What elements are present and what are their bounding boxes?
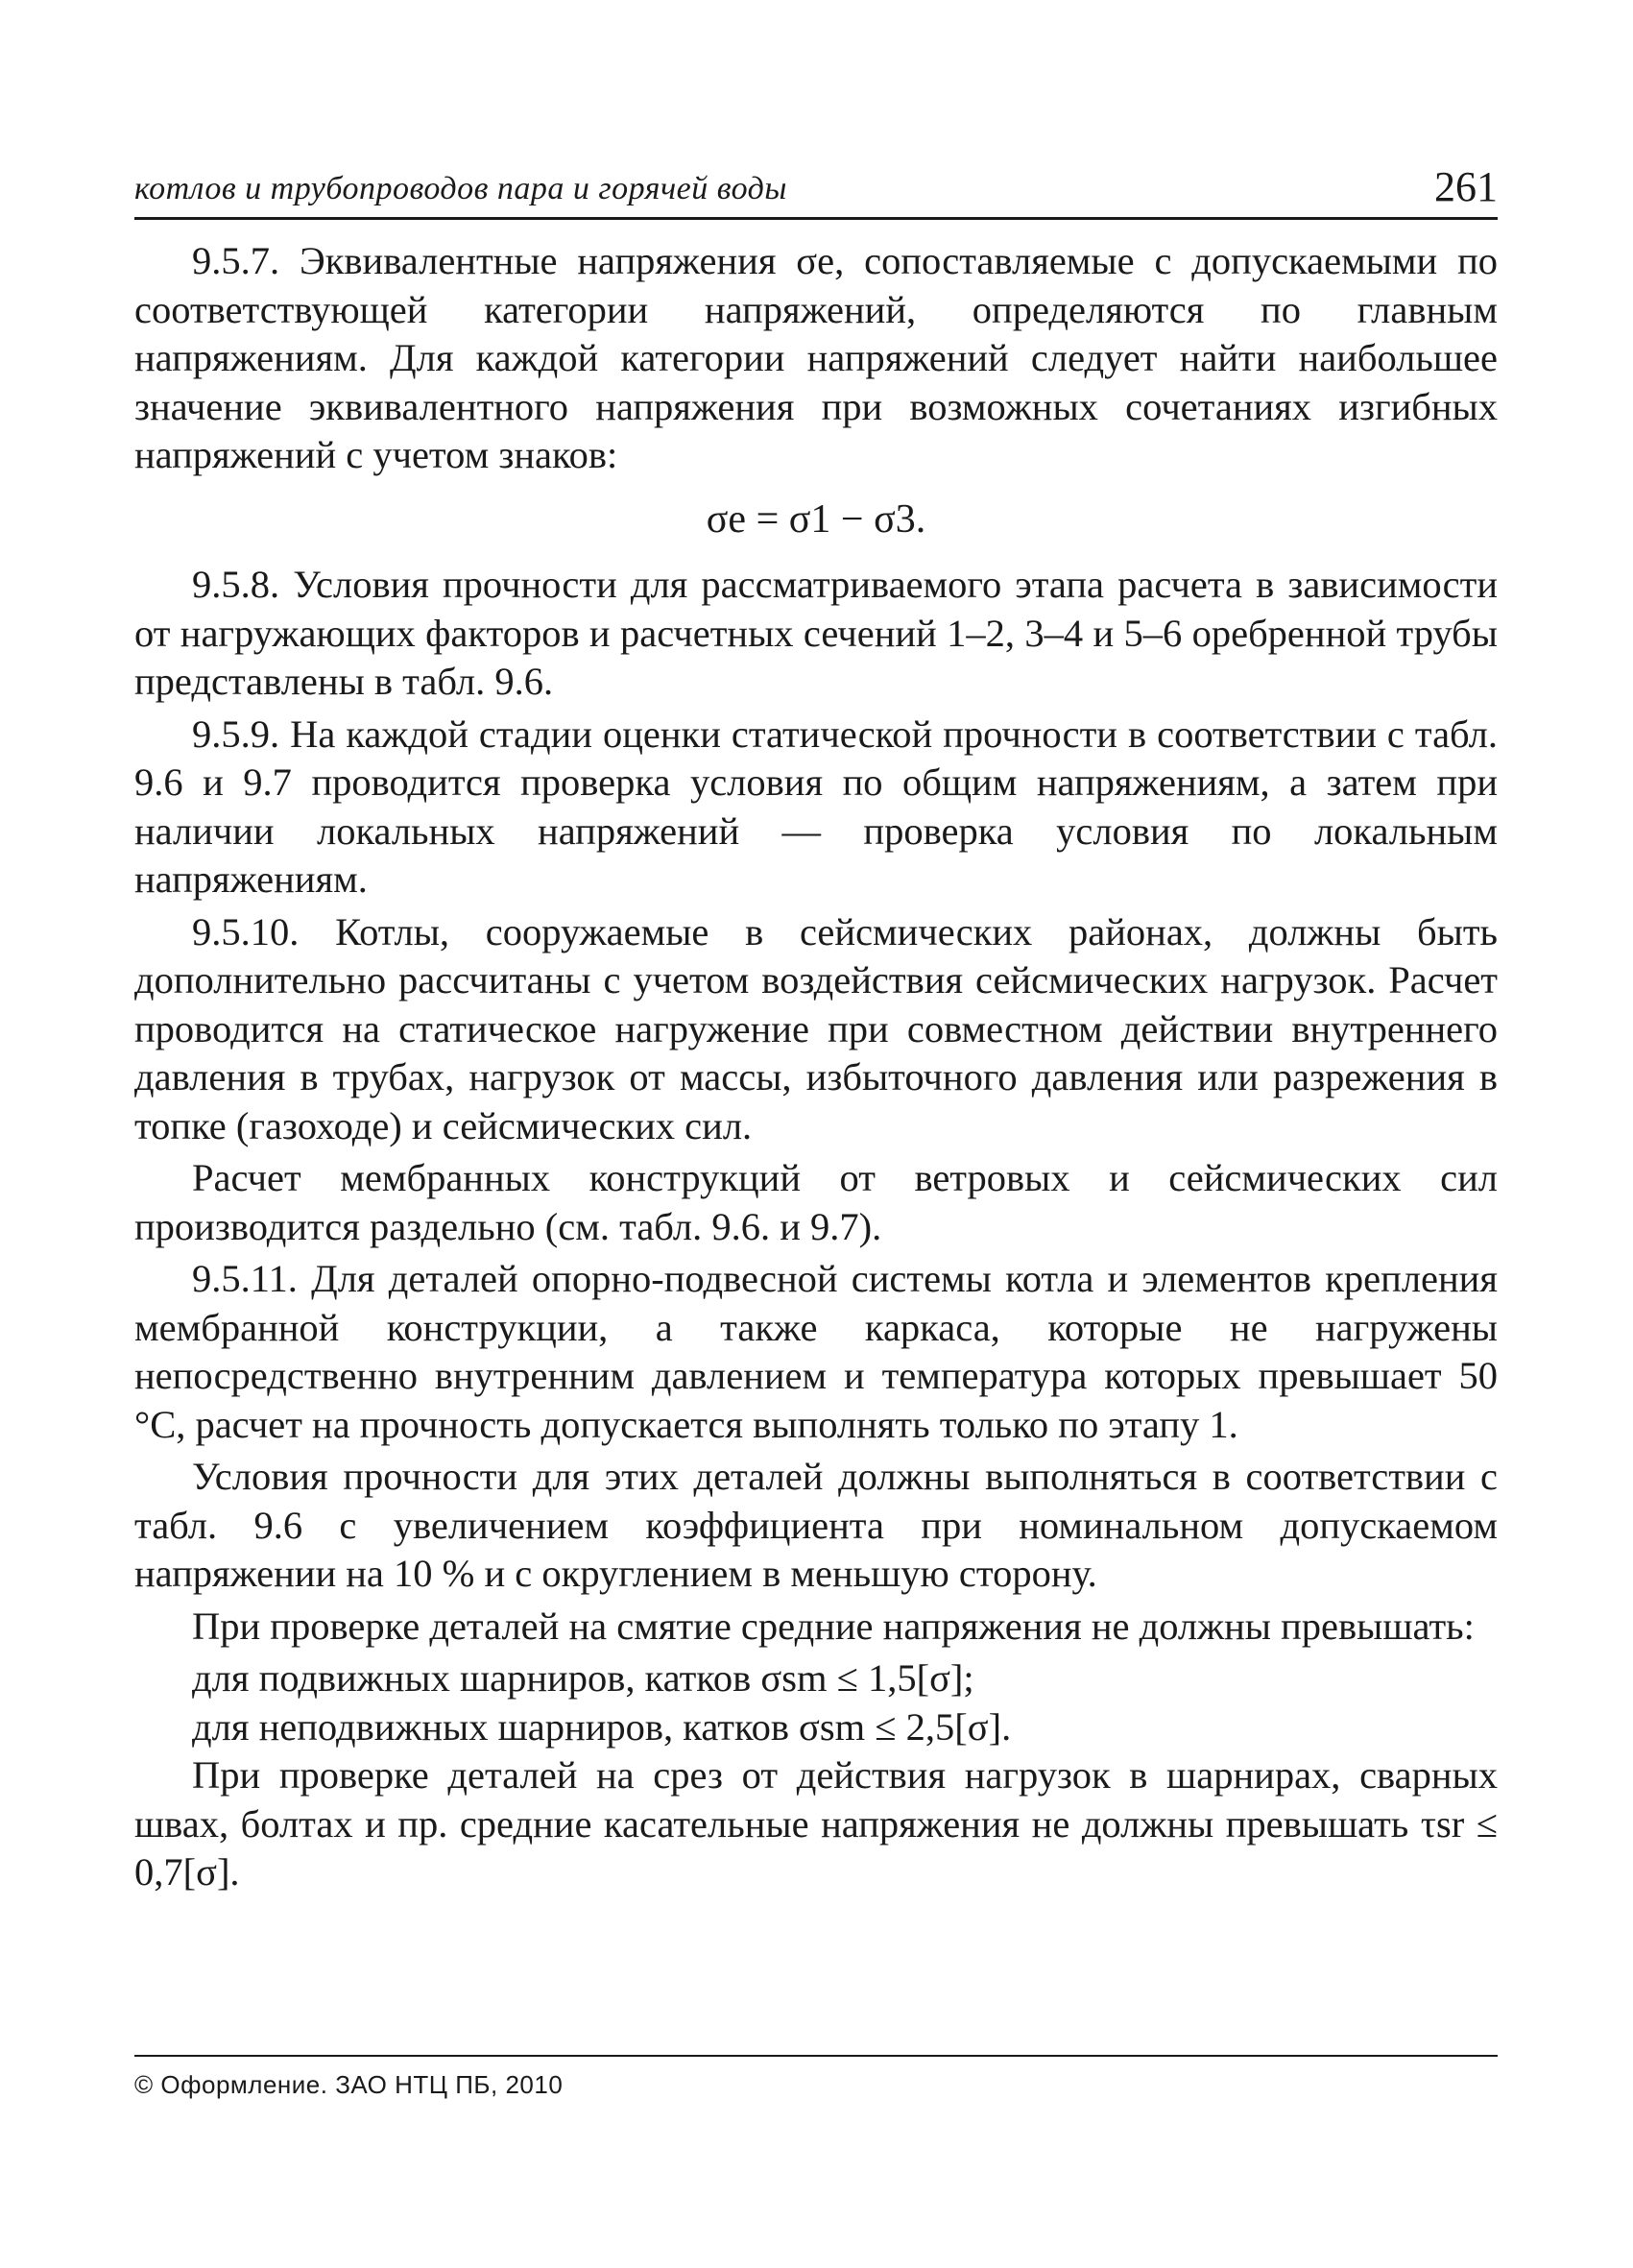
paragraph-membrane: Расчет мембранных конструкций от ветровых и сейсмических сил производится раздельно (см. табл. 9.6. и 9.7). [134,1156,1498,1248]
page-number: 261 [1434,163,1498,210]
footer-copyright: © Оформление. ЗАО НТЦ ПБ, 2010 [134,2055,1498,2100]
equivalent-stress-formula: σe = σ1 − σ3. [706,496,926,542]
paragraph-9-5-9: 9.5.9. На каждой стадии оценки статической прочности в соответствии с табл. 9.6 и 9.7 проводится проверка условия по общим напряжениям, а затем при наличии локальных напряжений — проверка условия по локальным напряжениям. [134,712,1498,901]
body-text [134,237,1498,1897]
header-title: котлов и трубопроводов пара и горячей воды [134,171,787,206]
running-header [134,154,1498,220]
paragraph-9-5-11: 9.5.11. Для деталей опорно-подвесной системы котла и элементов крепления мембранной конструкции, а также каркаса, которые не нагружены непосредственно внутренним давлением и температура которых превышает 50 °С, расчет на прочность допускается выполнять только по этапу 1. [134,1257,1498,1446]
paragraph-strength-conditions: Условия прочности для этих деталей должны выполняться в соответствии с табл. 9.6 с увеличением коэффициента при номинальном допускаемом напряжении на 10 % и с округлением в меньшую сторону. [134,1455,1498,1595]
document-page [134,154,1498,2170]
paragraph-9-5-10: 9.5.10. Котлы, сооружаемые в сейсмических районах, должны быть дополнительно рассчитаны с учетом воздействия сейсмических нагрузок. Расчет проводится на статическое нагружение при совместном действии внутреннего давления в трубах, нагрузок от массы, избыточного давления или разрежения в топке (газоходе) и сейсмических сил. [134,909,1498,1147]
paragraph-9-5-8: 9.5.8. Условия прочности для рассматриваемого этапа расчета в зависимости от нагружающих факторов и расчетных сечений 1–2, 3–4 и 5–6 оребренной трубы представлены в табл. 9.6. [134,563,1498,703]
condition-movable-hinges: для подвижных шарниров, катков σsm ≤ 1,5[σ]; [192,1656,974,1700]
condition-fixed-hinges: для неподвижных шарниров, катков σsm ≤ 2,5[σ]. [192,1704,1012,1749]
paragraph-9-5-7: 9.5.7. Эквивалентные напряжения σe, сопоставляемые с допускаемыми по соответствующей категории напряжений, определяются по главным напряжениям. Для каждой категории напряжений следует найти наибольшее значение эквивалентного напряжения при возможных сочетаниях изгибных напряжений с учетом знаков: [134,239,1498,476]
paragraph-shear-check: При проверке деталей на срез от действия нагрузок в шарнирах, сварных швах, болтах и пр. средние касательные напряжения не должны превышать τsr ≤ 0,7[σ]. [134,1753,1498,1894]
paragraph-bearing-check: При проверке деталей на смятие средние напряжения не должны превышать: [192,1604,1475,1648]
